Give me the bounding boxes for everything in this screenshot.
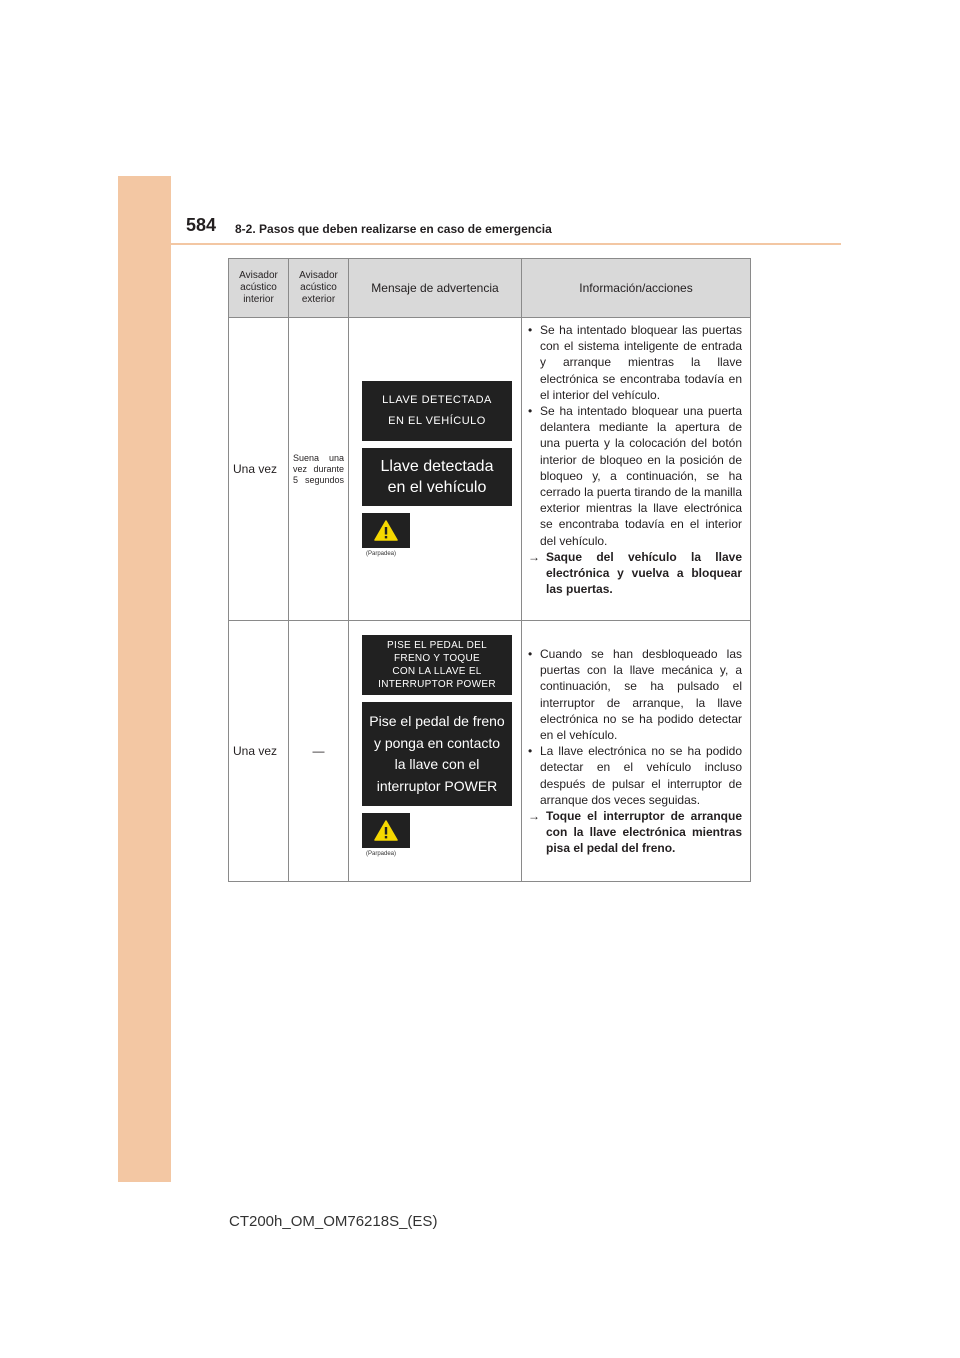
display-message: Pise el pedal de freno y ponga en contacto la llave con el interruptor POWER bbox=[362, 702, 512, 806]
flash-label: (Parpadea) bbox=[366, 551, 397, 557]
display-message-uppercase: PISE EL PEDAL DEL FRENO Y TOQUE CON LA LLAVE EL INTERRUPTOR POWER bbox=[362, 635, 512, 695]
exterior-buzzer-cell bbox=[289, 318, 349, 621]
interior-buzzer-text: Una vez bbox=[233, 744, 278, 758]
warning-table bbox=[228, 258, 751, 882]
list-item: • La llave electrónica no se ha podido detectar en el vehículo incluso después de pulsar el interruptor de arranque dos veces seguidas. bbox=[528, 743, 742, 808]
warning-message-cell bbox=[349, 621, 522, 882]
list-item: • Se ha intentado bloquear las puertas con el sistema inteligente de entrada y arranque mientras la llave electrónica se encontraba todavía en el interior del vehículo. bbox=[528, 322, 742, 403]
warning-message-cell bbox=[349, 318, 522, 621]
interior-buzzer-text: Una vez bbox=[233, 462, 278, 476]
display-message: Llave detectada en el vehículo bbox=[362, 448, 512, 506]
interior-buzzer-cell bbox=[229, 318, 289, 621]
header-exterior-buzzer: Avisador acústico exterior bbox=[289, 259, 349, 318]
display-message-uppercase: LLAVE DETECTADA EN EL VEHÍCULO bbox=[362, 381, 512, 441]
warning-triangle-icon bbox=[374, 520, 398, 541]
table-header-row bbox=[229, 259, 751, 318]
info-list bbox=[528, 322, 742, 549]
action-text: → Saque del vehículo la llave electrónica y vuelva a bloquear las puertas. bbox=[528, 549, 742, 597]
info-list bbox=[528, 646, 742, 808]
side-tab-band bbox=[118, 176, 171, 1182]
page-number: 584 bbox=[186, 215, 217, 235]
list-item: • Cuando se han desbloqueado las puertas con la llave mecánica y, a continuación, se ha pulsado el interruptor de arranque, la llave electrónica no se ha podido detectar en el vehículo. bbox=[528, 646, 742, 743]
warning-indicator bbox=[362, 513, 410, 548]
action-text: → Toque el interruptor de arranque con la llave electrónica mientras pisa el pedal del freno. bbox=[528, 809, 742, 856]
header-warning-message: Mensaje de advertencia bbox=[349, 259, 522, 318]
document-code: CT200h_OM_OM76218S_(ES) bbox=[229, 1213, 438, 1230]
header-interior-buzzer: Avisador acústico interior bbox=[229, 259, 289, 318]
info-actions-cell bbox=[522, 621, 751, 882]
warning-indicator bbox=[362, 813, 410, 848]
arrow-icon: → bbox=[528, 549, 540, 564]
table-row bbox=[229, 621, 751, 882]
list-item: • Se ha intentado bloquear una puerta delantera mediante la apertura de una puerta y la colocación del botón interior de bloqueo en la posición de bloqueo y, a continuación, se ha cerrado la puerta tirando de la manilla exterior mientras la llave electrónica se encontraba todavía en el interior del vehículo. bbox=[528, 403, 742, 549]
exterior-buzzer-cell bbox=[289, 621, 349, 882]
section-title: 8-2. Pasos que deben realizarse en caso de emergencia bbox=[235, 222, 552, 236]
flash-label: (Parpadea) bbox=[366, 851, 397, 857]
warning-triangle-icon bbox=[374, 820, 398, 841]
exterior-buzzer-text: — bbox=[312, 743, 325, 758]
header-info-actions: Información/acciones bbox=[522, 259, 751, 318]
arrow-icon: → bbox=[528, 809, 540, 824]
table-row bbox=[229, 318, 751, 621]
header-rule bbox=[171, 243, 841, 245]
info-actions-cell bbox=[522, 318, 751, 621]
interior-buzzer-cell bbox=[229, 621, 289, 882]
exterior-buzzer-text: Suena una vez durante 5 segundos bbox=[293, 452, 344, 485]
